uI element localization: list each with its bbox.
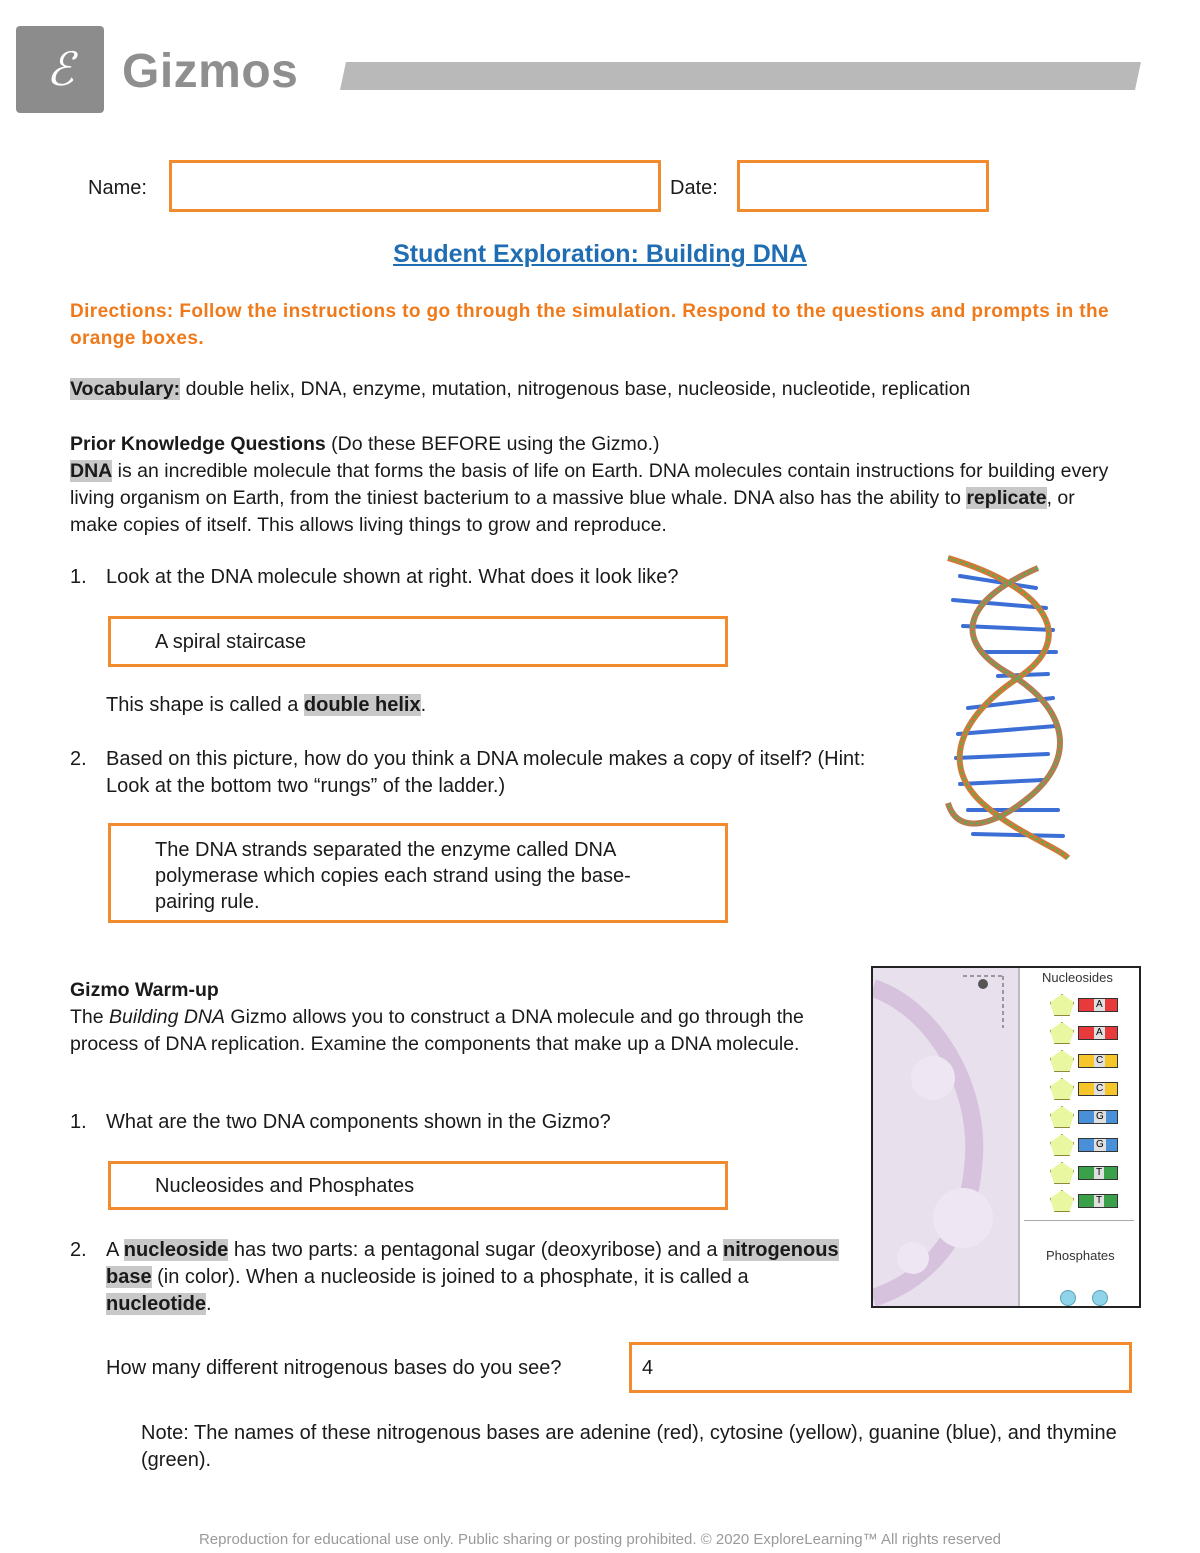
sugar-pentagon-icon [1050, 1190, 1074, 1212]
double-helix-sentence [106, 692, 426, 719]
warmup-section [70, 977, 830, 1058]
warmup-q3-text: How many different nitrogenous bases do you see? [106, 1357, 562, 1379]
replicate-term: replicate [966, 487, 1047, 509]
nucleoside-term: nucleoside [123, 1239, 229, 1261]
prior-q2-answer: The DNA strands separated the enzyme called DNA polymerase which copies each strand using the base-pairing rule. [155, 839, 631, 913]
dna-term: DNA [70, 460, 113, 482]
sugar-pentagon-icon [1050, 1022, 1074, 1044]
base-letter: A [1096, 1027, 1103, 1038]
prior-text-2: , or make copies of itself. This allows living things to grow and reproduce. [70, 487, 1075, 536]
header-bar [340, 62, 1141, 90]
explorelearning-logo [16, 26, 104, 113]
base-letter: C [1096, 1055, 1104, 1066]
sugar-pentagon-icon [1050, 1134, 1074, 1156]
nucleosides-label: Nucleosides [1042, 970, 1113, 985]
prior-note: (Do these BEFORE using the Gizmo.) [325, 433, 660, 455]
nucleoside-8[interactable] [1050, 1190, 1140, 1212]
vocabulary-list: double helix, DNA, enzyme, mutation, nitrogenous base, nucleoside, nucleotide, replication [180, 378, 971, 400]
prior-q1-answer: A spiral staircase [155, 631, 307, 653]
directions: Directions: Follow the instructions to go through the simulation. Respond to the questions and prompts in the orange boxes. [70, 301, 1109, 349]
q2-a: A [106, 1239, 124, 1261]
double-helix-term: double helix [303, 694, 421, 716]
nucleoside-5[interactable] [1050, 1106, 1140, 1128]
phosphates-label: Phosphates [1046, 1248, 1115, 1263]
warmup-q1-answer-box[interactable] [108, 1161, 728, 1210]
base-letter: C [1096, 1083, 1104, 1094]
brand-name: Gizmos [122, 45, 299, 98]
nucleoside-3[interactable] [1050, 1050, 1140, 1072]
prior-q1-number: 1. [70, 566, 87, 588]
warmup-q1-answer: Nucleosides and Phosphates [155, 1175, 415, 1197]
nucleotide-term: nucleotide [106, 1293, 207, 1315]
date-field[interactable] [737, 160, 989, 212]
nucleoside-6[interactable] [1050, 1134, 1140, 1156]
prior-knowledge-section [70, 431, 1120, 539]
phosphate-1[interactable] [1060, 1290, 1076, 1306]
nitrogenous-base [1078, 998, 1118, 1012]
sugar-pentagon-icon [1050, 1106, 1074, 1128]
warmup-intro-italic: Building DNA [109, 1006, 226, 1028]
page-title: Student Exploration: Building DNA [393, 240, 807, 268]
gizmo-workspace [873, 968, 1018, 1308]
base-letter: G [1096, 1139, 1104, 1150]
name-field[interactable] [169, 160, 661, 212]
prior-text-1: is an incredible molecule that forms the basis of life on Earth. DNA molecules contain instructions for building every living organism on Earth, from the tiniest bacterium to a massive blue whale. DNA also has the ability to [70, 460, 1109, 509]
nucleoside-4[interactable] [1050, 1078, 1140, 1100]
sugar-pentagon-icon [1050, 1162, 1074, 1184]
nitrogenous-base [1078, 1166, 1118, 1180]
prior-q1-answer-box[interactable] [108, 616, 728, 667]
nucleoside-7[interactable] [1050, 1162, 1140, 1184]
nitrogenous-base [1078, 1138, 1118, 1152]
warmup-q2-number: 2. [70, 1239, 87, 1261]
base-letter: T [1096, 1195, 1103, 1206]
nitrogenous-base [1078, 1110, 1118, 1124]
base-letter: T [1096, 1167, 1103, 1178]
warmup-intro-post: Gizmo allows you to construct a DNA molecule and go through the process of DNA replication. Examine the components that make up a DNA molecule. [70, 1006, 804, 1055]
date-label: Date: [670, 177, 718, 199]
base-letter: G [1096, 1111, 1104, 1122]
gizmo-screenshot [871, 966, 1141, 1308]
phosphate-2[interactable] [1092, 1290, 1108, 1306]
q2-c: (in color). When a nucleoside is joined to a phosphate, it is called a [151, 1266, 749, 1288]
warmup-heading: Gizmo Warm-up [70, 979, 219, 1001]
copyright-footer: Reproduction for educational use only. Public sharing or posting prohibited. © 2020 ExploreLearning™ All rights reserved [198, 1531, 1002, 1548]
sugar-pentagon-icon [1050, 1050, 1074, 1072]
warmup-q1-text: What are the two DNA components shown in the Gizmo? [106, 1111, 611, 1133]
nitrogenous-base [1078, 1054, 1118, 1068]
dna-double-helix-image [928, 548, 1088, 873]
shape-post: . [420, 694, 427, 716]
shape-pre: This shape is called a [106, 694, 304, 716]
prior-q2-answer-box[interactable] [108, 823, 728, 923]
nitrogenous-base [1078, 1194, 1118, 1208]
prior-q1-text: Look at the DNA molecule shown at right. What does it look like? [106, 566, 679, 588]
warmup-q3-answer: 4 [642, 1357, 654, 1379]
nitrogenous-base [1078, 1026, 1118, 1040]
sugar-pentagon-icon [1050, 994, 1074, 1016]
nitrogenous-base-term: nitrogenous base [106, 1239, 839, 1288]
prior-q2-text: Based on this picture, how do you think a DNA molecule makes a copy of itself? (Hint: Look at the bottom two “rungs” of the ladder.) [106, 748, 866, 797]
base-letter: A [1096, 999, 1103, 1010]
name-label: Name: [88, 177, 147, 199]
nitrogenous-base [1078, 1082, 1118, 1096]
warmup-q1-number: 1. [70, 1111, 87, 1133]
warmup-q3-answer-box[interactable] [629, 1342, 1132, 1393]
sugar-pentagon-icon [1050, 1078, 1074, 1100]
warmup-q2-text [106, 1237, 841, 1318]
nucleoside-2[interactable] [1050, 1022, 1140, 1044]
warmup-intro-pre: The [70, 1006, 110, 1028]
prior-heading: Prior Knowledge Questions [70, 433, 326, 455]
q2-d: . [206, 1293, 212, 1315]
logo-glyph: ℰ [46, 42, 74, 96]
nucleoside-1[interactable] [1050, 994, 1140, 1016]
prior-q2-number: 2. [70, 748, 87, 770]
q2-b: has two parts: a pentagonal sugar (deoxyribose) and a [228, 1239, 724, 1261]
vocabulary [70, 376, 1130, 403]
gizmo-side-panel [1018, 968, 1141, 1308]
vocabulary-label: Vocabulary: [70, 378, 181, 400]
bases-note: Note: The names of these nitrogenous bases are adenine (red), cytosine (yellow), guanine (blue), and thymine (green). [141, 1422, 1117, 1471]
